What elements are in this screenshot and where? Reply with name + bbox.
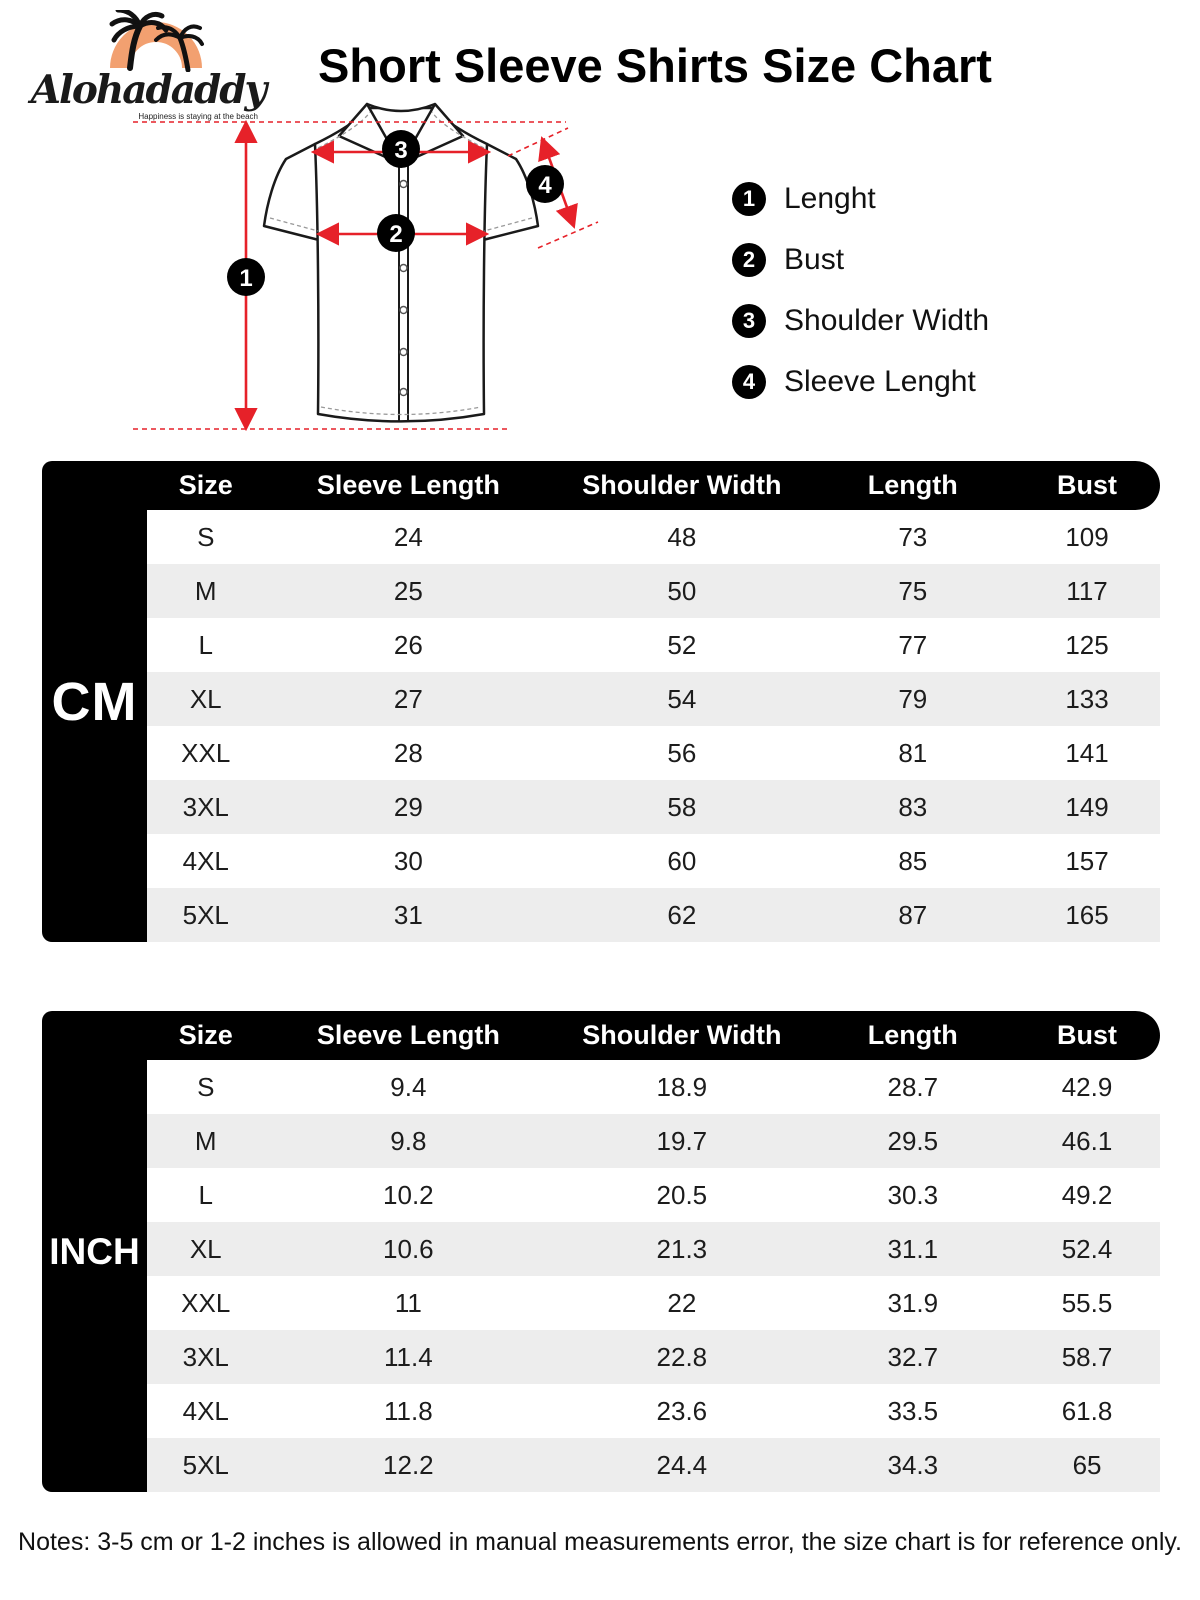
- column-header-size: Size: [178, 1020, 233, 1050]
- table-row: [147, 510, 1160, 564]
- table-cell: 61.8: [1061, 1395, 1113, 1426]
- table-cell: 11: [394, 1287, 422, 1318]
- table-row: [147, 726, 1160, 780]
- legend-item-bust: [732, 243, 989, 277]
- table-cell: 26: [393, 629, 423, 660]
- table-cell: 30: [393, 845, 423, 876]
- measurement-legend: [732, 182, 989, 426]
- table-row: [147, 1060, 1160, 1114]
- table-body: [147, 510, 1160, 942]
- table-cell: 81: [898, 737, 928, 768]
- table-cell: XXL: [181, 1287, 231, 1318]
- legend-number-4-icon: 4: [732, 365, 766, 399]
- table-cell: 60: [667, 845, 697, 876]
- table-cell: 58: [667, 791, 697, 822]
- column-header-sleeve-length: Sleeve Length: [316, 470, 500, 500]
- table-row: [147, 672, 1160, 726]
- brand-tagline: Happiness is staying at the beach: [138, 112, 258, 121]
- size-table-inch: [42, 1011, 1160, 1492]
- marker-4: [526, 165, 564, 203]
- table-cell: 24.4: [656, 1449, 708, 1480]
- table-cell: 165: [1065, 899, 1109, 930]
- table-cell: 28.7: [887, 1071, 939, 1102]
- marker-3: [382, 130, 420, 168]
- table-cell: 5XL: [182, 899, 229, 930]
- table-cell: XXL: [181, 737, 231, 768]
- table-row: [147, 780, 1160, 834]
- legend-number-2-icon: 2: [732, 243, 766, 277]
- table-cell: 25: [393, 575, 423, 606]
- shirt-measurement-diagram: [118, 92, 618, 454]
- table-row: [147, 618, 1160, 672]
- table-cell: 5XL: [182, 1449, 229, 1480]
- table-cell: 56: [667, 737, 697, 768]
- table-cell: 109: [1065, 521, 1109, 552]
- svg-text:1: 1: [239, 265, 253, 292]
- table-cell: 46.1: [1061, 1125, 1113, 1156]
- table-cell: 77: [898, 629, 928, 660]
- table-cell: 29: [393, 791, 423, 822]
- column-header-length: Length: [867, 1020, 958, 1050]
- table-cell: 52: [667, 629, 697, 660]
- table-cell: 24: [393, 521, 423, 552]
- column-header-bust: Bust: [1057, 470, 1118, 500]
- table-row: [147, 1330, 1160, 1384]
- table-cell: 31.9: [887, 1287, 939, 1318]
- legend-label: Bust: [784, 243, 845, 276]
- table-cell: 33.5: [887, 1395, 939, 1426]
- table-cell: 27: [393, 683, 423, 714]
- table-cell: 55.5: [1061, 1287, 1113, 1318]
- marker-2: [377, 214, 415, 252]
- table-row: [147, 1276, 1160, 1330]
- table-cell: 50: [667, 575, 697, 606]
- table-cell: 10.2: [383, 1179, 434, 1210]
- table-cell: 62: [667, 899, 697, 930]
- table-cell: 141: [1065, 737, 1109, 768]
- legend-item-sleeve-length: [732, 365, 989, 399]
- table-cell: 83: [898, 791, 928, 822]
- table-header: [147, 461, 1160, 510]
- table-row: [147, 1114, 1160, 1168]
- table-cell: 3XL: [182, 791, 229, 822]
- table-cell: 9.8: [390, 1125, 427, 1156]
- svg-text:4: 4: [538, 172, 552, 199]
- column-header-size: Size: [178, 470, 233, 500]
- legend-label: Sleeve Lenght: [784, 365, 976, 398]
- sleeve-guide-bottom: [538, 222, 598, 248]
- table-cell: 117: [1066, 575, 1108, 606]
- table-cell: 11.8: [384, 1395, 433, 1426]
- unit-label-cm: CM: [42, 461, 147, 942]
- table-cell: 157: [1065, 845, 1109, 876]
- table-cell: 34.3: [887, 1449, 939, 1480]
- table-cell: 18.9: [656, 1071, 708, 1102]
- sleeve-guide-top: [508, 128, 568, 156]
- table-cell: 23.6: [656, 1395, 708, 1426]
- table-cell: 31.1: [887, 1233, 939, 1264]
- legend-number-1-icon: 1: [732, 182, 766, 216]
- table-cell: 52.4: [1061, 1233, 1113, 1264]
- table-cell: 54: [667, 683, 697, 714]
- table-cell: 4XL: [182, 1395, 229, 1426]
- svg-text:3: 3: [394, 137, 408, 164]
- table-row: [147, 834, 1160, 888]
- table-cell: 29.5: [887, 1125, 939, 1156]
- table-cell: S: [197, 1071, 215, 1102]
- legend-label: Shoulder Width: [784, 304, 990, 337]
- size-table-cm: [42, 461, 1160, 942]
- legend-item-length: [732, 182, 989, 216]
- table-cell: 65: [1072, 1449, 1102, 1480]
- table-cell: 4XL: [182, 845, 229, 876]
- table-header: [147, 1011, 1160, 1060]
- legend-item-shoulder-width: [732, 304, 989, 338]
- column-header-shoulder-width: Shoulder Width: [582, 1020, 782, 1050]
- table-row: [147, 1438, 1160, 1492]
- table-cell: 22: [667, 1287, 697, 1318]
- table-cell: M: [194, 1125, 217, 1156]
- table-row: [147, 1384, 1160, 1438]
- table-cell: 48: [667, 521, 697, 552]
- table-cell: 149: [1065, 791, 1109, 822]
- table-cell: 79: [898, 683, 928, 714]
- table-body: [147, 1060, 1160, 1492]
- svg-text:2: 2: [389, 221, 403, 248]
- table-cell: L: [198, 1179, 213, 1210]
- table-cell: 73: [898, 521, 928, 552]
- notes-text: Notes: 3-5 cm or 1-2 inches is allowed in manual measurements error, the size chart is for reference only.: [18, 1528, 1182, 1556]
- table-cell: 28: [393, 737, 423, 768]
- legend-label: Lenght: [784, 182, 876, 215]
- marker-1: [227, 258, 265, 296]
- column-header-length: Length: [867, 470, 958, 500]
- brand-name: Alohadaddy: [30, 67, 266, 113]
- table-cell: 12.2: [383, 1449, 434, 1480]
- page-title: Short Sleeve Shirts Size Chart: [318, 39, 992, 92]
- table-cell: XL: [189, 683, 222, 714]
- table-cell: 58.7: [1061, 1341, 1113, 1372]
- column-header-shoulder-width: Shoulder Width: [582, 470, 782, 500]
- table-cell: 20.5: [656, 1179, 708, 1210]
- table-cell: S: [197, 521, 215, 552]
- table-row: [147, 564, 1160, 618]
- table-row: [147, 1222, 1160, 1276]
- table-cell: 22.8: [656, 1341, 708, 1372]
- table-cell: 133: [1065, 683, 1109, 714]
- table-cell: 21.3: [656, 1233, 708, 1264]
- table-cell: 42.9: [1061, 1071, 1113, 1102]
- table-cell: M: [194, 575, 217, 606]
- table-cell: 125: [1065, 629, 1109, 660]
- unit-label-inch: INCH: [42, 1011, 147, 1492]
- table-cell: 87: [898, 899, 928, 930]
- table-cell: 9.4: [390, 1071, 427, 1102]
- table-cell: 30.3: [887, 1179, 939, 1210]
- column-header-bust: Bust: [1057, 1020, 1118, 1050]
- table-cell: XL: [189, 1233, 222, 1264]
- table-cell: 49.2: [1061, 1179, 1113, 1210]
- legend-number-3-icon: 3: [732, 304, 766, 338]
- table-cell: 19.7: [656, 1125, 708, 1156]
- table-cell: 32.7: [887, 1341, 939, 1372]
- table-row: [147, 1168, 1160, 1222]
- table-cell: 10.6: [383, 1233, 434, 1264]
- table-cell: 75: [898, 575, 928, 606]
- column-header-sleeve-length: Sleeve Length: [316, 1020, 500, 1050]
- table-cell: 85: [898, 845, 928, 876]
- table-row: [147, 888, 1160, 942]
- table-cell: 11.4: [384, 1341, 433, 1372]
- table-cell: 3XL: [182, 1341, 229, 1372]
- table-cell: L: [198, 629, 213, 660]
- table-cell: 31: [393, 899, 423, 930]
